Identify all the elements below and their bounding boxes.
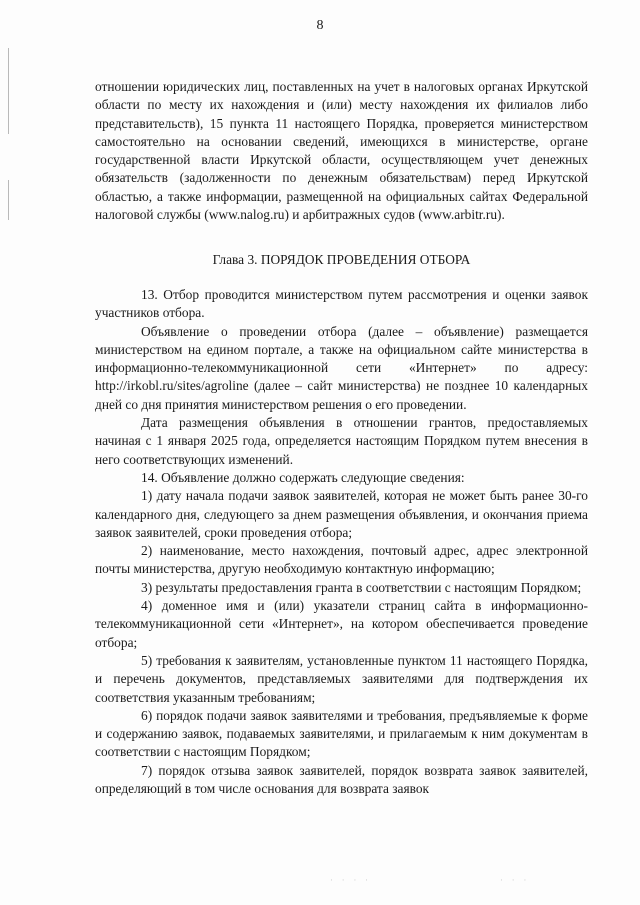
chapter-heading: Глава 3. ПОРЯДОК ПРОВЕДЕНИЯ ОТБОРА (212, 252, 471, 267)
intro-text-block (95, 78, 588, 224)
scan-noise: · · · · (330, 876, 372, 886)
scan-edge-mark (8, 180, 9, 220)
paragraph-14: 14. Объявление должно содержать следующие сведения: (141, 469, 465, 485)
paragraph-13: 13. Отбор проводится министерством путем рассмотрения и оценки заявок участников отбора. (95, 287, 588, 321)
list-item-6: 6) порядок подачи заявок заявителями и требования, предъявляемые к форме и содержанию заявок, подаваемых заявителями, и прилагаемым к ним документам в соответствии с настоящим Порядком; (95, 707, 588, 760)
scan-noise: · · · (500, 876, 530, 886)
list-item-7: 7) порядок отзыва заявок заявителей, порядок возврата заявок заявителей, определяющий в том числе основания для возврата заявок (95, 762, 588, 797)
page-number: 8 (316, 18, 324, 33)
list-item-1: 1) дату начала подачи заявок заявителей, которая не может быть ранее 30-го календарного дня, следующего за днем размещения объявления, и окончания приема заявок заявителей, сроки проведения отбора; (95, 488, 588, 540)
scan-edge-mark (8, 48, 9, 134)
paragraph-announcement: Объявление о проведении отбора (далее – объявление) размещается министерством на едином портале, а также на официальном сайте министерства в информационно-телекоммуникационной сети «Интернет» по адресу: http://irkobl.ru/sites/agroline (далее – сайт министерства) не позднее 10 календарных дней со дня принятия министерством решения о его проведении. (95, 323, 588, 412)
paragraph-date: Дата размещения объявления в отношении грантов, предоставляемых начиная с 1 января 2025 года, определяется настоящим Порядком путем внесения в него соответствующих изменений. (95, 415, 588, 467)
intro-paragraph: отношении юридических лиц, поставленных на учет в налоговых органах Иркутской области по месту их нахождения и (или) месту нахождения их филиалов либо представительств), 15 пункта 11 настоящего Порядка, проверяется министерством самостоятельно на основании сведений, имеющихся в министерстве, органе государственной власти Иркутской области, осуществляющем учет денежных обязательств (задолженности по денежным обязательствам) перед Иркутской областью, а также информации, размещенной на официальных сайтах Федеральной налоговой службы (www.nalog.ru) и арбитражных судов (www.arbitr.ru). (95, 79, 588, 223)
list-item-5: 5) требования к заявителям, установленные пунктом 11 настоящего Порядка, и перечень документов, представляемых заявителями для подтверждения их соответствия указанным требованиям; (95, 652, 588, 705)
body-text-block (95, 286, 588, 798)
list-item-2: 2) наименование, место нахождения, почтовый адрес, адрес электронной почты министерства, другую необходимую контактную информацию; (95, 543, 588, 577)
list-item-3: 3) результаты предоставления гранта в соответствии с настоящим Порядком; (141, 579, 582, 595)
list-item-4: 4) доменное имя и (или) указатели страниц сайта в информационно-телекоммуникационной сети «Интернет», на котором обеспечивается проведение отбора; (95, 598, 588, 650)
